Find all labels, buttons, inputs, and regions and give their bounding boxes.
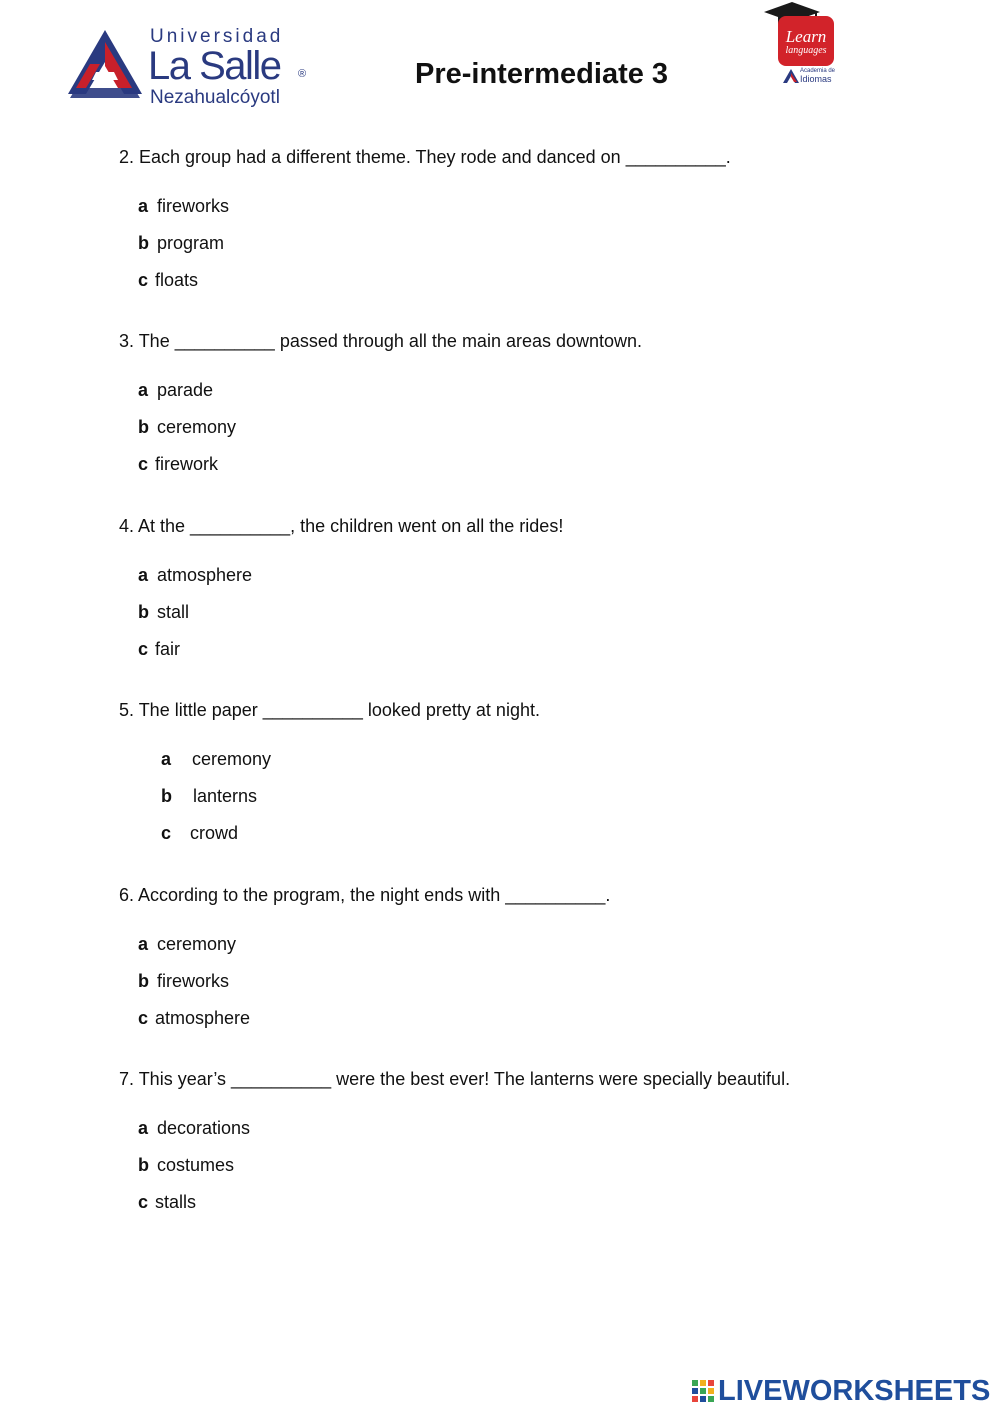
la-salle-logo xyxy=(66,24,316,110)
logo-university-label: Universidad xyxy=(150,26,284,47)
logo-campus-name: Nezahualcóyotl xyxy=(150,87,280,108)
option-letter: c xyxy=(138,454,149,474)
question-3 xyxy=(119,330,939,474)
option-letter: b xyxy=(138,417,149,437)
learn-speech-bubble xyxy=(778,16,834,66)
page-title: Pre-intermediate 3 xyxy=(415,58,669,90)
logo-registered-mark: ® xyxy=(298,68,307,80)
option-text: atmosphere xyxy=(157,565,253,585)
idiomas-label: Idiomas xyxy=(800,74,832,84)
learn-logo-word: Learn xyxy=(785,27,827,46)
option-c[interactable] xyxy=(138,1191,196,1213)
option-b[interactable] xyxy=(138,232,224,254)
option-text: stalls xyxy=(155,1192,197,1212)
option-c[interactable] xyxy=(138,1007,250,1029)
option-text: atmosphere xyxy=(155,1008,251,1028)
question-text: 6. According to the program, the night ends with __________. xyxy=(119,885,611,905)
question-text: 7. This year’s __________ were the best ever! The lanterns were specially beautiful. xyxy=(119,1069,791,1089)
option-c[interactable] xyxy=(138,638,180,660)
option-letter: c xyxy=(161,823,172,843)
option-b[interactable] xyxy=(138,1154,234,1176)
option-a[interactable] xyxy=(138,564,252,586)
liveworksheets-blocks-icon xyxy=(692,1380,714,1402)
languages-logo-word: languages xyxy=(785,45,827,56)
option-a[interactable] xyxy=(138,933,236,955)
liveworksheets-label: LIVEWORKSHEETS xyxy=(718,1375,991,1407)
learn-languages-logo xyxy=(758,0,840,90)
option-b[interactable] xyxy=(138,601,189,623)
question-5 xyxy=(119,699,939,843)
option-letter: a xyxy=(138,565,149,585)
liveworksheets-brand[interactable] xyxy=(692,1374,992,1408)
academy-label: Academia de xyxy=(800,68,836,74)
question-2 xyxy=(119,146,939,290)
option-c[interactable] xyxy=(161,822,238,844)
question-4 xyxy=(119,515,939,659)
la-salle-mini-star-icon xyxy=(782,68,800,84)
option-letter: a xyxy=(138,196,149,216)
option-letter: b xyxy=(138,971,149,991)
option-letter: a xyxy=(138,1118,149,1138)
option-letter: c xyxy=(138,639,149,659)
option-text: ceremony xyxy=(157,417,237,437)
question-text: 4. At the __________, the children went on all the rides! xyxy=(119,516,564,536)
option-text: firework xyxy=(155,454,219,474)
option-letter: c xyxy=(138,270,149,290)
question-7 xyxy=(119,1068,939,1212)
academy-mark xyxy=(780,68,840,88)
logo-university-name: La Salle xyxy=(148,44,281,88)
option-text: parade xyxy=(157,380,214,400)
option-c[interactable] xyxy=(138,269,198,291)
option-letter: b xyxy=(138,1155,149,1175)
option-letter: b xyxy=(161,786,172,806)
option-text: lanterns xyxy=(193,786,258,806)
option-text: decorations xyxy=(157,1118,251,1138)
option-a[interactable] xyxy=(161,748,271,770)
option-text: program xyxy=(157,233,225,253)
option-b[interactable] xyxy=(138,970,229,992)
option-a[interactable] xyxy=(138,195,229,217)
option-letter: a xyxy=(138,934,149,954)
option-letter: a xyxy=(161,749,172,769)
option-text: fair xyxy=(155,639,181,659)
question-6 xyxy=(119,884,939,1028)
option-text: ceremony xyxy=(157,934,237,954)
question-text: 5. The little paper __________ looked pretty at night. xyxy=(119,700,540,720)
option-text: fireworks xyxy=(157,971,230,991)
option-letter: b xyxy=(138,233,149,253)
option-a[interactable] xyxy=(138,1117,250,1139)
option-b[interactable] xyxy=(138,416,236,438)
option-text: floats xyxy=(155,270,199,290)
option-text: fireworks xyxy=(157,196,230,216)
option-letter: c xyxy=(138,1192,149,1212)
option-letter: a xyxy=(138,380,149,400)
option-text: ceremony xyxy=(192,749,272,769)
option-b[interactable] xyxy=(161,785,257,807)
option-letter: c xyxy=(138,1008,149,1028)
option-text: costumes xyxy=(157,1155,235,1175)
la-salle-star-icon xyxy=(66,28,144,102)
question-text: 3. The __________ passed through all the main areas downtown. xyxy=(119,331,643,351)
option-letter: b xyxy=(138,602,149,622)
option-text: crowd xyxy=(190,823,239,843)
option-text: stall xyxy=(157,602,190,622)
option-c[interactable] xyxy=(138,453,218,475)
option-a[interactable] xyxy=(138,379,213,401)
question-text: 2. Each group had a different theme. They rode and danced on __________. xyxy=(119,147,731,167)
